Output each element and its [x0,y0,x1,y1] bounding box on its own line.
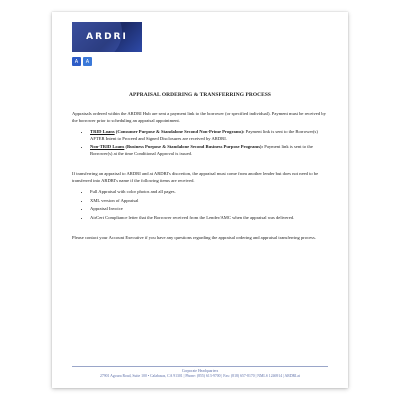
list-item: • TRID Loans (Consumer Purpose & Standalone Second Non-Prime Programs): Payment link is sent to the Borrower(s) AFTER Intent to Proceed and Signed Disclosures are received by ARDRI. [90,129,328,142]
footer-address: 27901 Agoura Road, Suite 100 • Calabasas, CA 91301 | Phone: (855) 613-9700 | Fax: (818) 657-8170 | NMLS 1246914 | ARDRI.ai [99,374,301,379]
logo-text: ARDRI [86,32,128,42]
list-item: • AirCert Compliance letter that the Borrower received from the Lender/AMC when the appraisal was delivered. [90,215,328,222]
loan-type-list [72,129,328,157]
paragraph-3: Please contact your Account Executive if you have any questions regarding the appraisal ordering and appraisal transferring process. [72,235,316,241]
page-footer [52,369,348,379]
list-item: • Non-TRID Loans (Business Purpose & Standalone Second Business Purpose Programs): Payment link is sent to the Borrower(s) at the time Conditional Approval is issued. [90,144,328,157]
document-page [52,12,348,388]
transfer-items-list [72,189,328,221]
ardri-logo [72,22,142,52]
list-item: • Appraisal Invoice [90,206,328,213]
badge-icon: A [72,57,81,66]
paragraph-1: Appraisals ordered within the ARDRI Hub are sent a payment link to the borrower (or specified individual). Payment must be received by the borrower prior to scheduling an appraisal appointment. [72,111,326,123]
footer-divider [72,366,328,367]
list-item: • XML version of Appraisal [90,198,328,205]
paragraph-2: If transferring an appraisal to ARDRI and at ARDRI's discretion, the appraisal must come from another lender but does not need to be transferred into ARDRI's name if the following items are received. [72,171,319,183]
badge-row [72,57,92,66]
list-item: • Full Appraisal with color photos and all pages. [90,189,328,196]
footer-heading: Corporate Headquarters [181,369,219,373]
badge-icon: A [83,57,92,66]
document-body [72,111,328,242]
document-title: APPRAISAL ORDERING & TRANSFERRING PROCESS [128,92,272,98]
